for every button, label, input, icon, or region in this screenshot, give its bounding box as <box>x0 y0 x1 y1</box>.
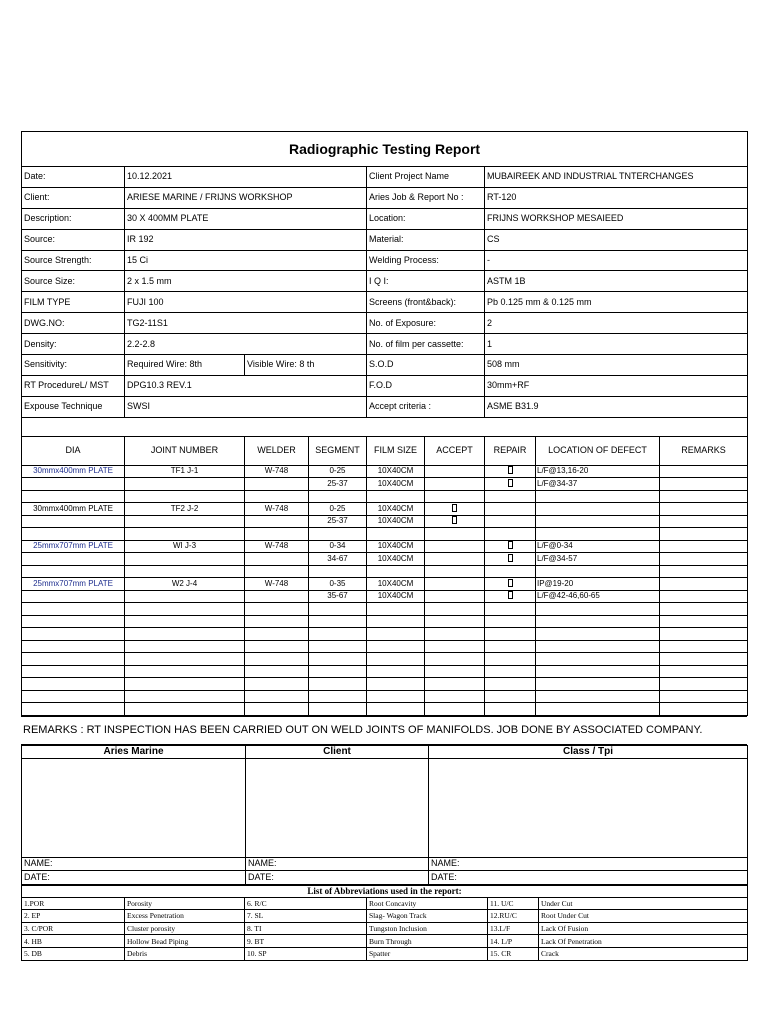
signature-box-aries[interactable] <box>22 758 246 857</box>
welder-cell: W-748 <box>245 540 309 553</box>
info-label: No. of Exposure: <box>367 313 485 334</box>
joint-number-cell: TF2 J-2 <box>125 503 245 516</box>
welder-cell: W-748 <box>245 578 309 591</box>
info-row <box>22 271 748 292</box>
info-label: S.O.D <box>367 355 485 376</box>
table-row <box>22 515 748 528</box>
name-label: NAME: <box>246 857 429 871</box>
column-header: SEGMENT <box>309 436 367 465</box>
info-label: Date: <box>22 167 125 188</box>
info-value: 15 Ci <box>125 250 367 271</box>
remarks-cell <box>660 465 748 478</box>
info-value: RT-120 <box>485 187 748 208</box>
blank-row <box>22 665 748 678</box>
info-value: SWSI <box>125 396 367 417</box>
info-value: TG2-11S1 <box>125 313 367 334</box>
info-value: 2 <box>485 313 748 334</box>
info-label: Screens (front&back): <box>367 292 485 313</box>
defect-location-cell: L/F@13,16-20 <box>536 465 660 478</box>
info-label: No. of film per cassette: <box>367 334 485 355</box>
info-value: 2 x 1.5 mm <box>125 271 367 292</box>
info-label: Source: <box>22 229 125 250</box>
info-value: FRIJNS WORKSHOP MESAIEED <box>485 208 748 229</box>
joint-number-cell: W2 J-4 <box>125 578 245 591</box>
checkbox-icon <box>452 516 457 524</box>
abbreviation-code: 8. TI <box>245 922 367 935</box>
film-size-cell: 10X40CM <box>367 553 425 566</box>
info-row <box>22 187 748 208</box>
joint-number-cell: TF1 J-1 <box>125 465 245 478</box>
column-header: JOINT NUMBER <box>125 436 245 465</box>
signatory-client: Client <box>246 745 429 758</box>
abbreviation-row <box>22 922 748 935</box>
abbreviation-code: 10. SP <box>245 948 367 961</box>
info-row <box>22 250 748 271</box>
info-value: 10.12.2021 <box>125 167 367 188</box>
welder-cell: W-748 <box>245 465 309 478</box>
table-row <box>22 503 748 516</box>
blank-row <box>22 690 748 703</box>
column-header: LOCATION OF DEFECT <box>536 436 660 465</box>
abbreviation-meaning: Porosity <box>125 897 245 910</box>
blank-row <box>22 640 748 653</box>
blank-row <box>22 565 748 578</box>
info-label: Client Project Name <box>367 167 485 188</box>
column-header: DIA <box>22 436 125 465</box>
signatory-aries: Aries Marine <box>22 745 246 758</box>
info-label: Material: <box>367 229 485 250</box>
abbreviation-code: 3. C/POR <box>22 922 125 935</box>
info-row <box>22 334 748 355</box>
film-size-cell: 10X40CM <box>367 590 425 603</box>
abbreviations-title: List of Abbreviations used in the report: <box>22 885 748 897</box>
defect-location-cell: L/F@34-37 <box>536 478 660 491</box>
segment-cell: 35-67 <box>309 590 367 603</box>
info-value: Pb 0.125 mm & 0.125 mm <box>485 292 748 313</box>
film-size-cell: 10X40CM <box>367 503 425 516</box>
film-size-cell: 10X40CM <box>367 515 425 528</box>
info-label: Welding Process: <box>367 250 485 271</box>
abbreviation-code: 4. HB <box>22 935 125 948</box>
abbreviation-meaning: Hollow Bead Piping <box>125 935 245 948</box>
segment-cell: 0-35 <box>309 578 367 591</box>
remarks-cell <box>660 590 748 603</box>
abbreviation-meaning: Burn Through <box>367 935 488 948</box>
info-value: ASME B31.9 <box>485 396 748 417</box>
abbreviation-code: 7. SL <box>245 910 367 923</box>
info-value: ARIESE MARINE / FRIJNS WORKSHOP <box>125 187 367 208</box>
abbreviation-code: 1.POR <box>22 897 125 910</box>
info-value: - <box>485 250 748 271</box>
info-row <box>22 167 748 188</box>
column-header: WELDER <box>245 436 309 465</box>
abbreviation-code: 14. L/P <box>488 935 539 948</box>
info-row <box>22 313 748 334</box>
results-header-row <box>22 436 748 465</box>
abbreviation-code: 9. BT <box>245 935 367 948</box>
info-value: 30 X 400MM PLATE <box>125 208 367 229</box>
abbreviations-table <box>21 885 748 961</box>
visible-wire: Visible Wire: 8 th <box>245 355 367 376</box>
remarks-table <box>21 716 747 745</box>
info-label: Sensitivity: <box>22 355 125 376</box>
abbreviation-meaning: Cluster porosity <box>125 922 245 935</box>
signatory-class: Class / Tpi <box>429 745 748 758</box>
info-value: 508 mm <box>485 355 748 376</box>
remarks-cell <box>660 478 748 491</box>
date-label: DATE: <box>246 871 429 885</box>
blank-row <box>22 603 748 616</box>
segment-cell: 0-34 <box>309 540 367 553</box>
signature-table <box>21 745 748 885</box>
film-size-cell: 10X40CM <box>367 540 425 553</box>
info-label: FILM TYPE <box>22 292 125 313</box>
joint-number-cell: WI J-3 <box>125 540 245 553</box>
segment-cell: 0-25 <box>309 503 367 516</box>
remarks-text: REMARKS : RT INSPECTION HAS BEEN CARRIED OUT ON WELD JOINTS OF MANIFOLDS. JOB DONE BY ASSOCIATED COMPANY. <box>21 716 747 744</box>
report-title: Radiographic Testing Report <box>22 132 748 167</box>
remarks-cell <box>660 553 748 566</box>
abbreviation-code: 2. EP <box>22 910 125 923</box>
report-table <box>21 131 748 716</box>
abbreviation-meaning: Root Concavity <box>367 897 488 910</box>
checkbox-icon <box>508 541 513 549</box>
checkbox-icon <box>508 591 513 599</box>
abbreviation-code: 5. DB <box>22 948 125 961</box>
info-label: Source Strength: <box>22 250 125 271</box>
signature-box-client[interactable] <box>246 758 429 857</box>
info-row <box>22 292 748 313</box>
checkbox-icon <box>508 579 513 587</box>
defect-location-cell <box>536 503 660 516</box>
dia-cell: 30mmx400mm PLATE <box>22 465 125 478</box>
name-label: NAME: <box>22 857 246 871</box>
info-value: 2.2-2.8 <box>125 334 367 355</box>
abbreviation-code: 11. U/C <box>488 897 539 910</box>
info-label: Accept criteria : <box>367 396 485 417</box>
info-row <box>22 396 748 417</box>
checkbox-icon <box>508 554 513 562</box>
column-header: ACCEPT <box>425 436 485 465</box>
info-label: DWG.NO: <box>22 313 125 334</box>
abbreviation-code: 13.L/F <box>488 922 539 935</box>
blank-row <box>22 615 748 628</box>
rt-report-sheet <box>21 131 747 961</box>
title-row <box>22 132 748 167</box>
remarks-cell <box>660 515 748 528</box>
abbreviation-code: 6. R/C <box>245 897 367 910</box>
info-value: 1 <box>485 334 748 355</box>
name-label: NAME: <box>429 857 748 871</box>
film-size-cell: 10X40CM <box>367 465 425 478</box>
film-size-cell: 10X40CM <box>367 478 425 491</box>
abbreviation-meaning: Tungston Inclusion <box>367 922 488 935</box>
table-row <box>22 465 748 478</box>
info-value: MUBAIREEK AND INDUSTRIAL TNTERCHANGES <box>485 167 748 188</box>
abbreviation-row <box>22 948 748 961</box>
abbreviation-meaning: Crack <box>539 948 748 961</box>
column-header: FILM SIZE <box>367 436 425 465</box>
defect-location-cell <box>536 515 660 528</box>
required-wire: Required Wire: 8th <box>125 355 245 376</box>
welder-cell: W-748 <box>245 503 309 516</box>
table-row <box>22 540 748 553</box>
info-section <box>22 167 748 418</box>
abbreviation-row <box>22 935 748 948</box>
abbreviation-meaning: Lack Of Fusion <box>539 922 748 935</box>
dia-cell: 25mmx707mm PLATE <box>22 540 125 553</box>
signature-box-class[interactable] <box>429 758 748 857</box>
sensitivity-row <box>22 355 748 376</box>
defect-location-cell: L/F@0-34 <box>536 540 660 553</box>
abbreviation-meaning: Excess Penetration <box>125 910 245 923</box>
spacer-row <box>22 417 748 436</box>
abbreviation-meaning: Under Cut <box>539 897 748 910</box>
abbreviation-row <box>22 910 748 923</box>
info-label: Source Size: <box>22 271 125 292</box>
date-label: DATE: <box>22 871 246 885</box>
dia-cell: 30mmx400mm PLATE <box>22 503 125 516</box>
info-row <box>22 375 748 396</box>
info-label: Density: <box>22 334 125 355</box>
info-label: Location: <box>367 208 485 229</box>
table-row <box>22 478 748 491</box>
info-value: DPG10.3 REV.1 <box>125 375 367 396</box>
info-row <box>22 229 748 250</box>
abbreviation-code: 15. CR <box>488 948 539 961</box>
segment-cell: 25-37 <box>309 515 367 528</box>
info-value: FUJI 100 <box>125 292 367 313</box>
checkbox-icon <box>508 466 513 474</box>
remarks-cell <box>660 503 748 516</box>
info-row <box>22 208 748 229</box>
abbreviation-meaning: Root Under Cut <box>539 910 748 923</box>
checkbox-icon <box>508 479 513 487</box>
info-value: CS <box>485 229 748 250</box>
info-value: 30mm+RF <box>485 375 748 396</box>
info-label: Description: <box>22 208 125 229</box>
info-value: ASTM 1B <box>485 271 748 292</box>
date-label: DATE: <box>429 871 748 885</box>
blank-row <box>22 653 748 666</box>
abbreviation-meaning: Slag- Wagon Track <box>367 910 488 923</box>
defect-location-cell: L/F@34-57 <box>536 553 660 566</box>
blank-row <box>22 528 748 541</box>
info-label: I Q I: <box>367 271 485 292</box>
info-label: F.O.D <box>367 375 485 396</box>
segment-cell: 0-25 <box>309 465 367 478</box>
blank-row <box>22 678 748 691</box>
abbreviation-meaning: Spatter <box>367 948 488 961</box>
checkbox-icon <box>452 504 457 512</box>
info-value: IR 192 <box>125 229 367 250</box>
table-row <box>22 590 748 603</box>
abbreviation-code: 12.RU/C <box>488 910 539 923</box>
table-row <box>22 553 748 566</box>
table-row <box>22 578 748 591</box>
dia-cell: 25mmx707mm PLATE <box>22 578 125 591</box>
abbreviation-meaning: Debris <box>125 948 245 961</box>
remarks-cell <box>660 540 748 553</box>
info-label: Expouse Technique <box>22 396 125 417</box>
info-label: Aries Job & Report No : <box>367 187 485 208</box>
film-size-cell: 10X40CM <box>367 578 425 591</box>
results-body <box>22 465 748 715</box>
defect-location-cell: L/F@42-46,60-65 <box>536 590 660 603</box>
info-label: Client: <box>22 187 125 208</box>
column-header: REPAIR <box>485 436 536 465</box>
remarks-cell <box>660 578 748 591</box>
defect-location-cell: IP@19-20 <box>536 578 660 591</box>
segment-cell: 25-37 <box>309 478 367 491</box>
blank-row <box>22 628 748 641</box>
column-header: REMARKS <box>660 436 748 465</box>
info-label: RT ProcedureL/ MST <box>22 375 125 396</box>
abbreviation-row <box>22 897 748 910</box>
segment-cell: 34-67 <box>309 553 367 566</box>
abbreviation-meaning: Lack Of Penetration <box>539 935 748 948</box>
blank-row <box>22 703 748 716</box>
blank-row <box>22 490 748 503</box>
